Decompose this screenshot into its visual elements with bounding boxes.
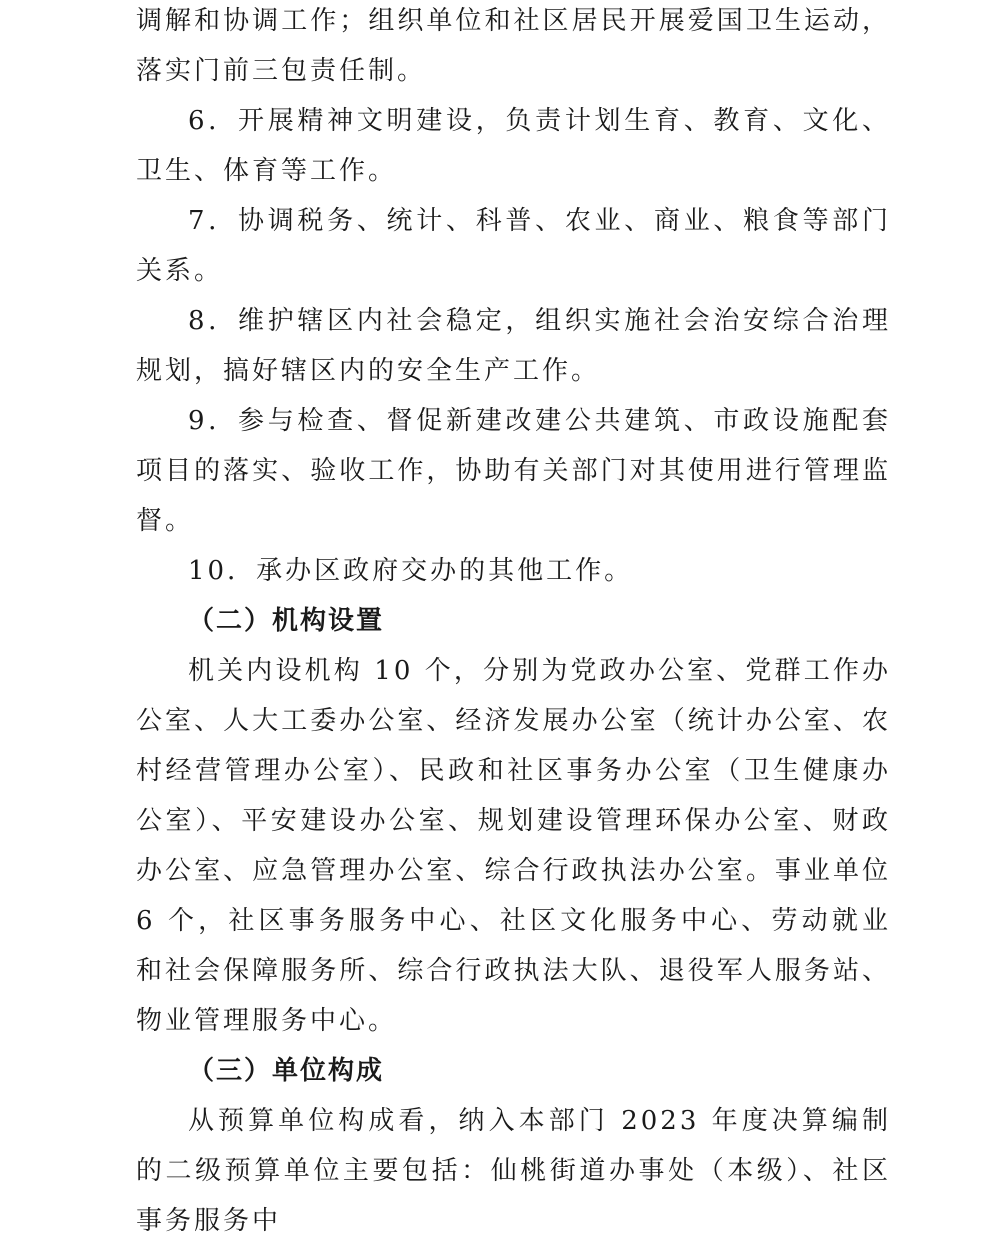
duty-7-paragraph: 7．协调税务、统计、科普、农业、商业、粮食等部门关系。 bbox=[136, 206, 891, 286]
duty-5-continuation: 调解和协调工作；组织单位和社区居民开展爱国卫生运动，落实门前三包责任制。 bbox=[136, 6, 891, 86]
unit-composition-paragraph: 从预算单位构成看，纳入本部门 2023 年度决算编制的二级预算单位主要包括：仙桃街道办事处（本级）、社区事务服务中 bbox=[136, 1106, 891, 1236]
document-page bbox=[136, 0, 891, 1246]
duty-9-paragraph: 9．参与检查、督促新建改建公共建筑、市政设施配套项目的落实、验收工作，协助有关部门对其使用进行管理监督。 bbox=[136, 406, 891, 536]
section-heading-org-setup: （二）机构设置 bbox=[188, 606, 385, 636]
section-heading-unit-composition: （三）单位构成 bbox=[188, 1056, 385, 1086]
duty-10-paragraph: 10．承办区政府交办的其他工作。 bbox=[188, 556, 634, 586]
duty-6-paragraph: 6．开展精神文明建设，负责计划生育、教育、文化、卫生、体育等工作。 bbox=[136, 106, 891, 186]
org-setup-paragraph: 机关内设机构 10 个，分别为党政办公室、党群工作办公室、人大工委办公室、经济发展办公室（统计办公室、农村经营管理办公室）、民政和社区事务办公室（卫生健康办公室）、平安建设办公室、规划建设管理环保办公室、财政办公室、应急管理办公室、综合行政执法办公室。事业单位 6 个，社区事务服务中心、社区文化服务中心、劳动就业和社会保障服务所、综合行政执法大队、退役军人服务站、物业管理服务中心。 bbox=[136, 656, 891, 1036]
duty-8-paragraph: 8．维护辖区内社会稳定，组织实施社会治安综合治理规划，搞好辖区内的安全生产工作。 bbox=[136, 306, 891, 386]
